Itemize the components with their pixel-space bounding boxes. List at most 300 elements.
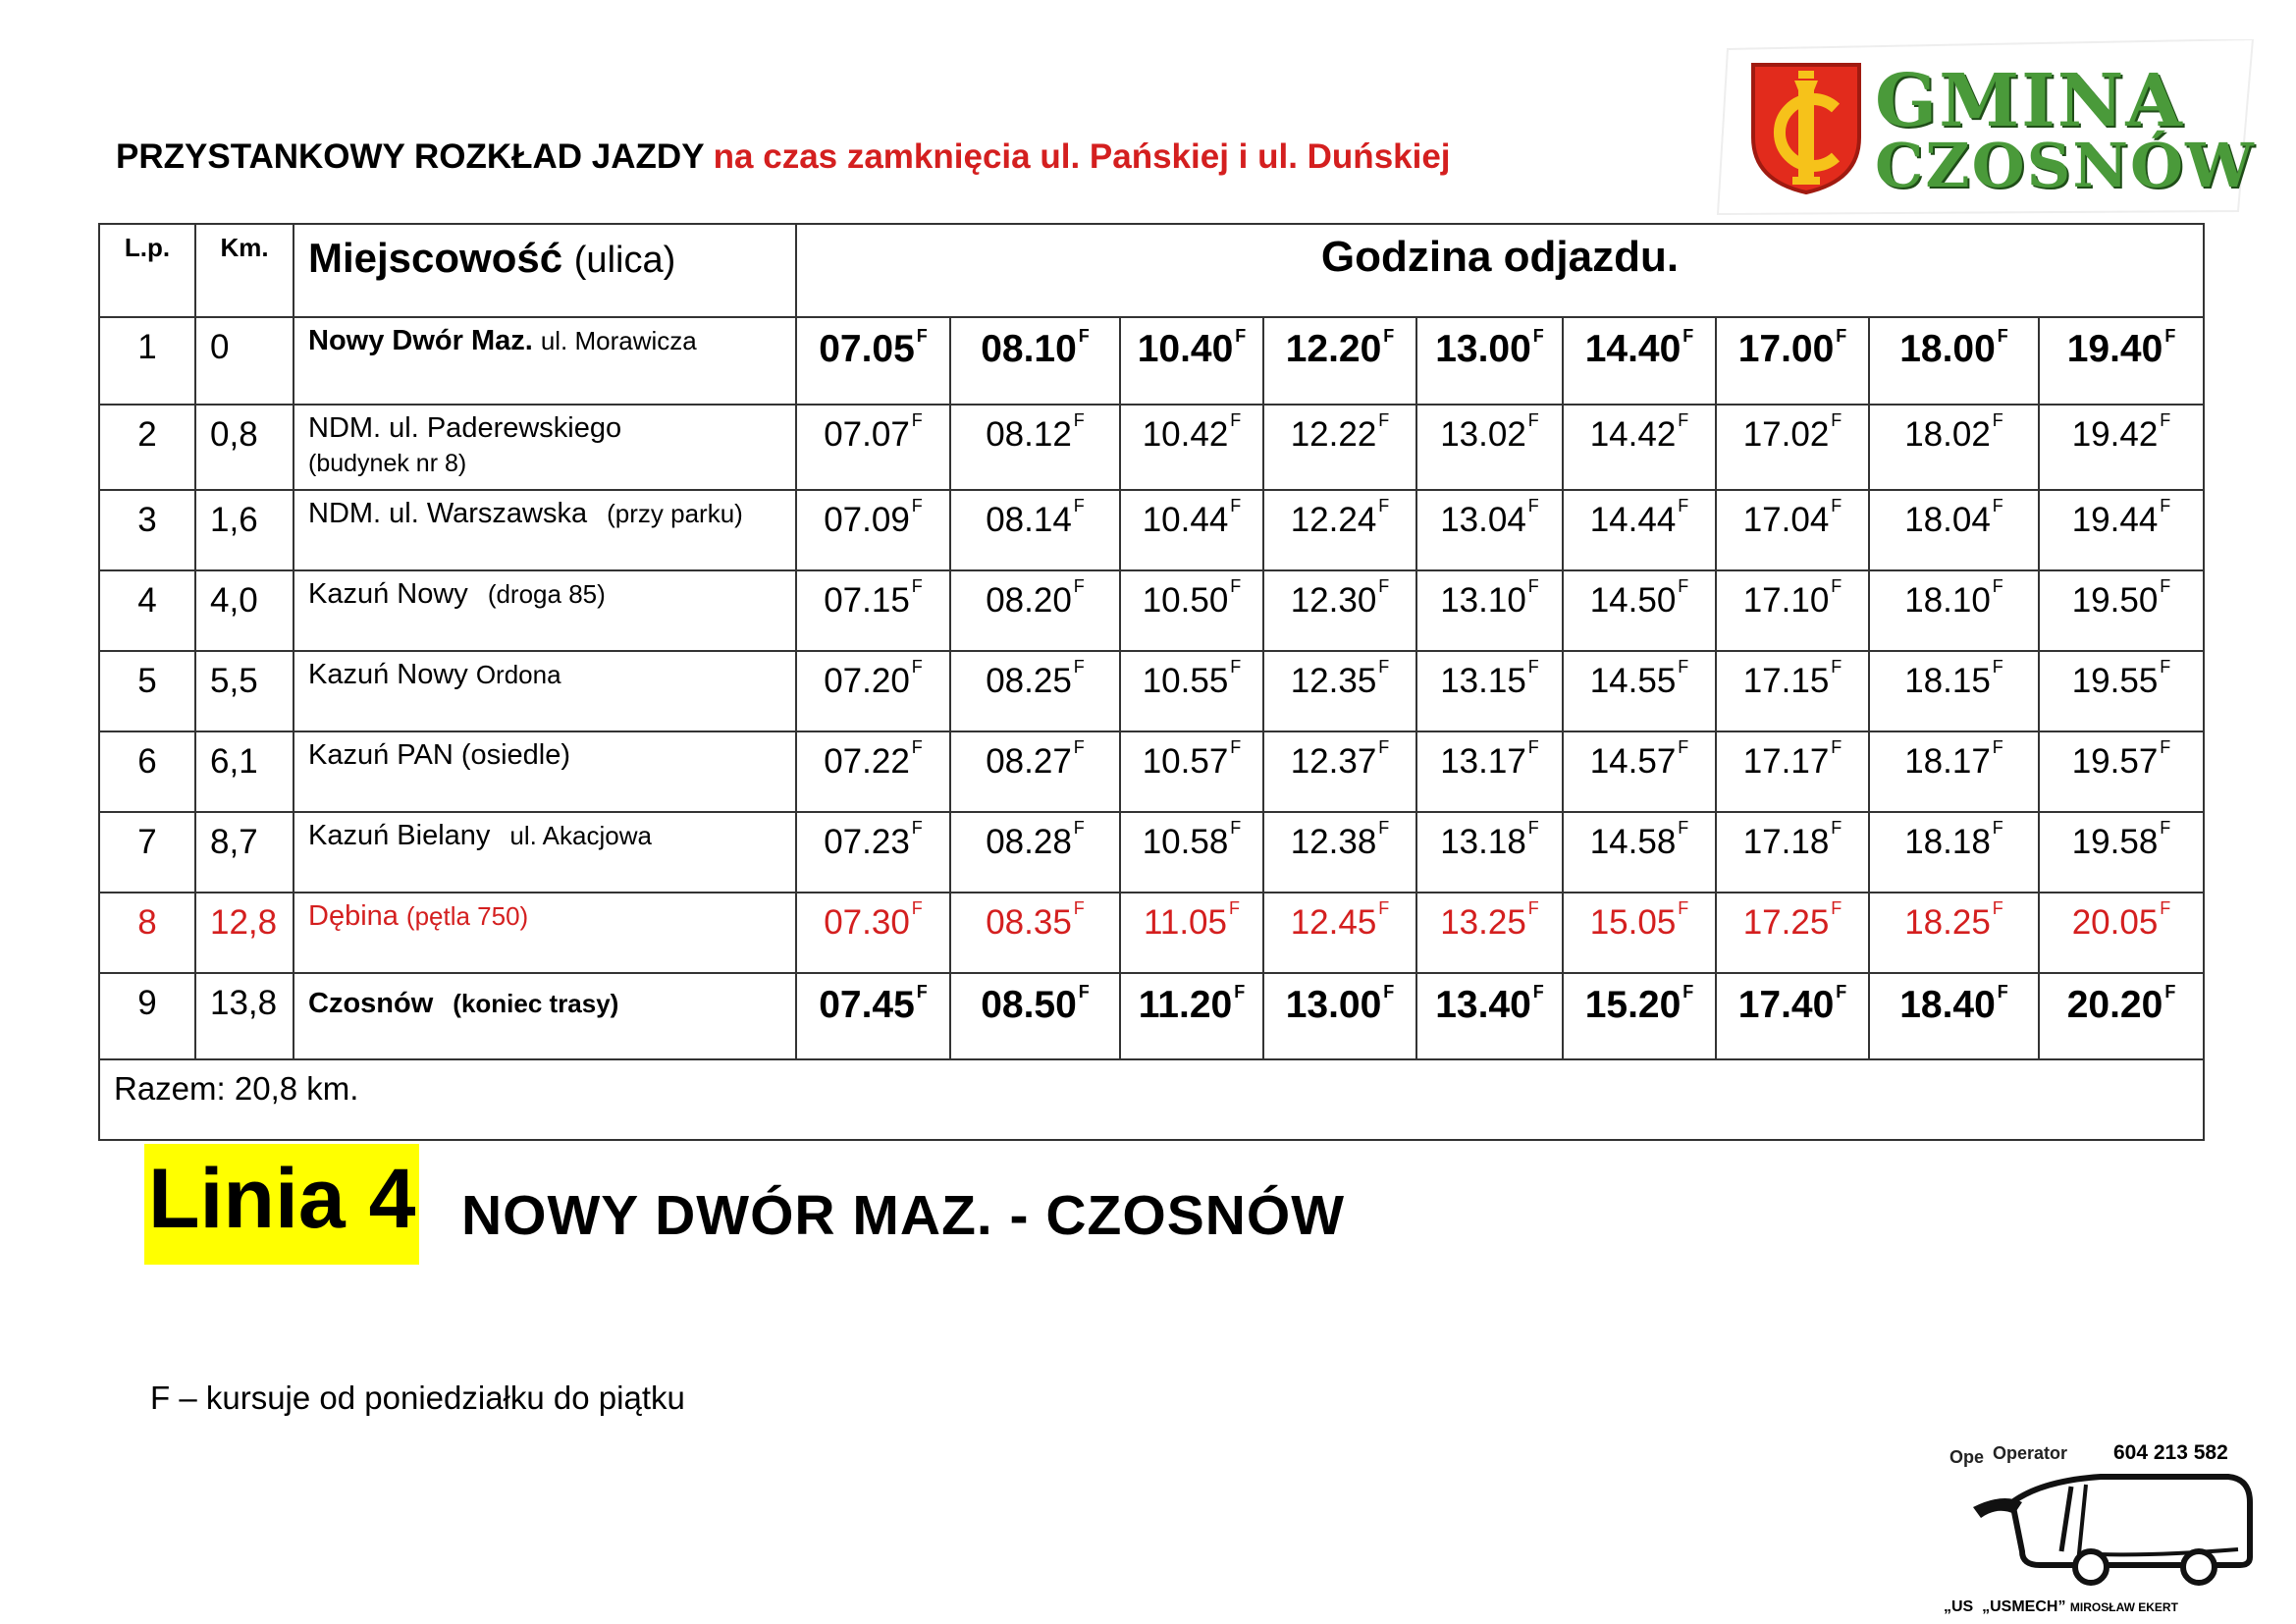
time-value: 19.42	[2071, 415, 2159, 454]
time-value: 15.05	[1589, 903, 1677, 942]
operator-brand	[1944, 1598, 2178, 1616]
cell-lp: 6	[99, 731, 195, 812]
weekday-marker: F	[916, 326, 928, 346]
weekday-marker: F	[2160, 818, 2171, 838]
cell-lp: 2	[99, 405, 195, 490]
departure-time	[1563, 893, 1716, 973]
weekday-marker: F	[1378, 737, 1390, 757]
header-lp: L.p.	[99, 224, 195, 317]
table-row	[99, 490, 2204, 570]
time-value: 13.00	[1285, 984, 1382, 1026]
place-detail: ul. Morawicza	[540, 326, 697, 355]
weekday-marker: F	[2164, 326, 2176, 346]
place-detail: Ordona	[475, 660, 561, 689]
weekday-marker: F	[1078, 982, 1090, 1001]
weekday-marker: F	[2164, 982, 2176, 1001]
weekday-marker: F	[1831, 898, 1842, 918]
weekday-marker: F	[1682, 326, 1694, 346]
heading-red: na czas zamknięcia ul. Pańskiej i ul. Duńskiej	[713, 137, 1451, 176]
weekday-marker: F	[1073, 410, 1085, 430]
departure-time	[950, 405, 1120, 490]
cell-km: 13,8	[195, 973, 294, 1059]
weekday-marker: F	[911, 898, 923, 918]
time-value: 10.42	[1142, 415, 1229, 454]
time-value: 12.20	[1285, 328, 1382, 370]
time-value: 11.05	[1144, 903, 1227, 942]
time-value: 12.37	[1290, 742, 1377, 781]
weekday-marker: F	[1378, 410, 1390, 430]
cell-lp: 5	[99, 651, 195, 731]
place-name: NDM. ul. Warszawska	[308, 498, 588, 529]
cell-km: 1,6	[195, 490, 294, 570]
weekday-marker: F	[1527, 657, 1539, 677]
departure-time	[1716, 893, 1869, 973]
line-number-badge: Linia 4	[144, 1144, 419, 1265]
cell-lp: 8	[99, 893, 195, 973]
time-value: 12.22	[1290, 415, 1377, 454]
time-value: 19.50	[2071, 581, 2159, 620]
departure-time	[796, 490, 950, 570]
time-value: 12.35	[1290, 662, 1377, 700]
departure-time	[1563, 490, 1716, 570]
cell-place	[294, 893, 796, 973]
departure-time	[1416, 405, 1563, 490]
weekday-marker: F	[911, 657, 923, 677]
operator-brand-name: „USMECH”	[1982, 1598, 2066, 1615]
weekday-marker: F	[1527, 737, 1539, 757]
departure-time	[1120, 973, 1263, 1059]
cell-place	[294, 490, 796, 570]
cell-km: 5,5	[195, 651, 294, 731]
time-value: 13.04	[1440, 501, 1526, 539]
departure-time	[1869, 490, 2039, 570]
departure-time	[1416, 973, 1563, 1059]
time-value: 10.44	[1142, 501, 1229, 539]
weekday-marker: F	[1230, 818, 1242, 838]
departure-time	[1416, 893, 1563, 973]
departure-time	[1563, 317, 1716, 405]
weekday-marker: F	[1378, 496, 1390, 515]
page-heading	[116, 137, 1451, 177]
departure-time	[1869, 570, 2039, 651]
weekday-marker: F	[1078, 326, 1090, 346]
time-value: 13.40	[1435, 984, 1531, 1026]
table-header-row	[99, 224, 2204, 317]
place-name: NDM. ul. Paderewskiego	[308, 412, 622, 444]
time-value: 07.09	[824, 501, 910, 539]
place-detail: (przy parku)	[607, 499, 743, 528]
weekday-marker: F	[1678, 496, 1689, 515]
weekday-marker: F	[1831, 818, 1842, 838]
weekday-marker: F	[1230, 576, 1242, 596]
footnote: F – kursuje od poniedziałku do piątku	[150, 1380, 685, 1416]
cell-km: 4,0	[195, 570, 294, 651]
weekday-marker: F	[1678, 657, 1689, 677]
weekday-marker: F	[1527, 410, 1539, 430]
weekday-marker: F	[1230, 496, 1242, 515]
weekday-marker: F	[1992, 576, 2003, 596]
weekday-marker: F	[1992, 410, 2003, 430]
place-name: Nowy Dwór Maz.	[308, 325, 533, 356]
place-detail: (pętla 750)	[405, 901, 529, 931]
time-value: 08.35	[986, 903, 1072, 942]
header-time: Godzina odjazdu.	[796, 224, 2204, 317]
departure-time	[796, 973, 950, 1059]
departure-time	[1716, 651, 1869, 731]
departure-time	[2039, 812, 2204, 893]
cell-place	[294, 973, 796, 1059]
departure-time	[796, 405, 950, 490]
departure-time	[1416, 317, 1563, 405]
departure-time	[1120, 893, 1263, 973]
weekday-marker: F	[2160, 410, 2171, 430]
weekday-marker: F	[2160, 898, 2171, 918]
cell-place	[294, 405, 796, 490]
departure-time	[1869, 812, 2039, 893]
cell-km: 8,7	[195, 812, 294, 893]
weekday-marker: F	[1527, 898, 1539, 918]
weekday-marker: F	[1073, 898, 1085, 918]
weekday-marker: F	[1235, 326, 1247, 346]
weekday-marker: F	[1831, 657, 1842, 677]
departure-time	[2039, 490, 2204, 570]
header-place-sub: (ulica)	[573, 240, 676, 281]
time-value: 18.15	[1904, 662, 1991, 700]
weekday-marker: F	[1836, 982, 1847, 1001]
time-value: 13.17	[1440, 742, 1526, 781]
time-value: 08.12	[986, 415, 1072, 454]
time-value: 07.22	[824, 742, 910, 781]
place-detail: (koniec trasy)	[453, 989, 619, 1018]
weekday-marker: F	[1378, 657, 1390, 677]
time-value: 13.02	[1440, 415, 1526, 454]
weekday-marker: F	[2160, 496, 2171, 515]
weekday-marker: F	[1527, 496, 1539, 515]
departure-time	[1869, 973, 2039, 1059]
departure-time	[1716, 490, 1869, 570]
weekday-marker: F	[1383, 326, 1395, 346]
weekday-marker: F	[911, 737, 923, 757]
total-row	[99, 1059, 2204, 1140]
time-value: 19.57	[2071, 742, 2159, 781]
departure-time	[1416, 490, 1563, 570]
cell-lp: 4	[99, 570, 195, 651]
bus-icon	[1963, 1463, 2258, 1591]
departure-time	[1416, 731, 1563, 812]
place-detail: ul. Akacjowa	[509, 821, 652, 850]
place-name: Kazuń Nowy	[308, 659, 468, 690]
time-value: 17.17	[1742, 742, 1830, 781]
weekday-marker: F	[911, 576, 923, 596]
departure-time	[2039, 405, 2204, 490]
time-value: 13.18	[1440, 823, 1526, 861]
time-value: 14.50	[1589, 581, 1677, 620]
departure-time	[1869, 651, 2039, 731]
weekday-marker: F	[1378, 898, 1390, 918]
cell-place	[294, 570, 796, 651]
time-value: 10.50	[1142, 581, 1229, 620]
departure-time	[1263, 893, 1416, 973]
departure-time	[950, 570, 1120, 651]
time-value: 08.14	[986, 501, 1072, 539]
time-value: 07.45	[819, 984, 915, 1026]
weekday-marker: F	[1682, 982, 1694, 1001]
weekday-marker: F	[2160, 737, 2171, 757]
weekday-marker: F	[1831, 576, 1842, 596]
cell-lp: 7	[99, 812, 195, 893]
table-row	[99, 570, 2204, 651]
time-value: 08.10	[981, 328, 1077, 370]
departure-time	[1563, 812, 1716, 893]
time-value: 12.38	[1290, 823, 1377, 861]
operator-logo	[1934, 1434, 2268, 1620]
time-value: 17.10	[1742, 581, 1830, 620]
time-value: 07.20	[824, 662, 910, 700]
table-row	[99, 731, 2204, 812]
time-value: 07.15	[824, 581, 910, 620]
operator-brand-partial: „US	[1944, 1598, 1974, 1615]
weekday-marker: F	[1378, 576, 1390, 596]
time-value: 13.00	[1435, 328, 1531, 370]
time-value: 17.15	[1742, 662, 1830, 700]
departure-time	[1563, 405, 1716, 490]
weekday-marker: F	[1831, 737, 1842, 757]
time-value: 10.57	[1142, 742, 1229, 781]
time-value: 08.27	[986, 742, 1072, 781]
time-value: 17.40	[1737, 984, 1835, 1026]
departure-time	[950, 731, 1120, 812]
cell-place	[294, 812, 796, 893]
departure-time	[950, 317, 1120, 405]
place-name: Kazuń Bielany	[308, 820, 491, 851]
header-place-main: Miejscowość	[308, 235, 563, 281]
cell-place	[294, 651, 796, 731]
place-name: Dębina	[308, 900, 399, 932]
table-row	[99, 973, 2204, 1059]
table-row	[99, 651, 2204, 731]
cell-lp: 9	[99, 973, 195, 1059]
weekday-marker: F	[911, 818, 923, 838]
departure-time	[2039, 893, 2204, 973]
departure-time	[1120, 490, 1263, 570]
departure-time	[1869, 317, 2039, 405]
table-row	[99, 405, 2204, 490]
weekday-marker: F	[1992, 657, 2003, 677]
departure-time	[1869, 731, 2039, 812]
time-value: 13.25	[1440, 903, 1526, 942]
coat-of-arms-icon	[1749, 61, 1863, 196]
weekday-marker: F	[1527, 576, 1539, 596]
time-value: 17.00	[1737, 328, 1835, 370]
cell-km: 0,8	[195, 405, 294, 490]
weekday-marker: F	[1678, 898, 1689, 918]
cell-km: 6,1	[195, 731, 294, 812]
departure-time	[796, 731, 950, 812]
header-place	[294, 224, 796, 317]
departure-time	[1716, 570, 1869, 651]
weekday-marker: F	[911, 410, 923, 430]
departure-time	[796, 893, 950, 973]
weekday-marker: F	[1997, 982, 2008, 1001]
operator-owner: MIROSŁAW EKERT	[2069, 1600, 2178, 1614]
time-value: 17.18	[1742, 823, 1830, 861]
weekday-marker: F	[1997, 326, 2008, 346]
time-value: 18.00	[1899, 328, 1996, 370]
weekday-marker: F	[916, 982, 928, 1001]
weekday-marker: F	[1073, 576, 1085, 596]
departure-time	[1263, 731, 1416, 812]
table-row	[99, 893, 2204, 973]
departure-time	[1716, 731, 1869, 812]
weekday-marker: F	[1073, 737, 1085, 757]
departure-time	[1120, 405, 1263, 490]
time-value: 11.20	[1138, 984, 1233, 1026]
weekday-marker: F	[1836, 326, 1847, 346]
departure-time	[1563, 731, 1716, 812]
departure-time	[2039, 317, 2204, 405]
departure-time	[1120, 731, 1263, 812]
time-value: 15.20	[1584, 984, 1682, 1026]
weekday-marker: F	[1073, 818, 1085, 838]
departure-time	[1120, 812, 1263, 893]
weekday-marker: F	[1678, 576, 1689, 596]
time-value: 18.25	[1904, 903, 1991, 942]
cell-place	[294, 731, 796, 812]
departure-time	[1716, 405, 1869, 490]
table-row	[99, 317, 2204, 405]
departure-time	[1563, 651, 1716, 731]
time-value: 19.58	[2071, 823, 2159, 861]
time-value: 18.18	[1904, 823, 1991, 861]
departure-time	[1120, 317, 1263, 405]
place-detail: (droga 85)	[487, 579, 606, 609]
departure-time	[1263, 490, 1416, 570]
place-detail: (budynek nr 8)	[308, 449, 467, 477]
weekday-marker: F	[1992, 496, 2003, 515]
operator-phone: 604 213 582	[2113, 1441, 2228, 1464]
weekday-marker: F	[911, 496, 923, 515]
time-value: 19.44	[2071, 501, 2159, 539]
weekday-marker: F	[1230, 737, 1242, 757]
time-value: 08.25	[986, 662, 1072, 700]
time-value: 20.20	[2066, 984, 2163, 1026]
time-value: 13.15	[1440, 662, 1526, 700]
time-value: 18.02	[1904, 415, 1991, 454]
weekday-marker: F	[1234, 982, 1246, 1001]
time-value: 10.58	[1142, 823, 1229, 861]
departure-time	[1263, 651, 1416, 731]
departure-time	[1563, 973, 1716, 1059]
departure-time	[1416, 812, 1563, 893]
weekday-marker: F	[1229, 898, 1240, 918]
weekday-marker: F	[2160, 657, 2171, 677]
departure-time	[1263, 570, 1416, 651]
departure-time	[1263, 405, 1416, 490]
weekday-marker: F	[1378, 818, 1390, 838]
cell-place	[294, 317, 796, 405]
departure-time	[950, 812, 1120, 893]
departure-time	[796, 812, 950, 893]
departure-time	[1869, 893, 2039, 973]
weekday-marker: F	[1532, 982, 1544, 1001]
header-km: Km.	[195, 224, 294, 317]
time-value: 07.05	[819, 328, 915, 370]
time-value: 14.55	[1589, 662, 1677, 700]
weekday-marker: F	[1073, 496, 1085, 515]
departure-time	[796, 651, 950, 731]
place-name: Kazuń Nowy	[308, 578, 468, 610]
departure-time	[950, 651, 1120, 731]
departure-time	[1263, 812, 1416, 893]
weekday-marker: F	[1383, 982, 1395, 1001]
departure-time	[796, 317, 950, 405]
time-value: 18.10	[1904, 581, 1991, 620]
time-value: 10.55	[1142, 662, 1229, 700]
weekday-marker: F	[1831, 496, 1842, 515]
weekday-marker: F	[1532, 326, 1544, 346]
time-value: 08.28	[986, 823, 1072, 861]
time-value: 20.05	[2071, 903, 2159, 942]
time-value: 14.42	[1589, 415, 1677, 454]
time-value: 19.40	[2066, 328, 2163, 370]
departure-time	[1263, 973, 1416, 1059]
departure-time	[2039, 651, 2204, 731]
departure-time	[2039, 973, 2204, 1059]
time-value: 07.23	[824, 823, 910, 861]
time-value: 13.10	[1440, 581, 1526, 620]
weekday-marker: F	[1230, 657, 1242, 677]
logo-text-gmina: GMINA	[1875, 59, 2184, 143]
time-value: 18.40	[1899, 984, 1996, 1026]
weekday-marker: F	[1678, 818, 1689, 838]
time-value: 14.40	[1584, 328, 1682, 370]
time-value: 12.45	[1290, 903, 1377, 942]
route-title: NOWY DWÓR MAZ. - CZOSNÓW	[461, 1184, 1346, 1247]
time-value: 12.24	[1290, 501, 1377, 539]
departure-time	[1869, 405, 2039, 490]
departure-time	[950, 893, 1120, 973]
weekday-marker: F	[1992, 898, 2003, 918]
time-value: 19.55	[2071, 662, 2159, 700]
time-value: 08.50	[981, 984, 1077, 1026]
weekday-marker: F	[2160, 576, 2171, 596]
time-value: 14.58	[1589, 823, 1677, 861]
cell-km: 0	[195, 317, 294, 405]
departure-time	[950, 973, 1120, 1059]
departure-time	[1120, 570, 1263, 651]
time-value: 07.30	[824, 903, 910, 942]
cell-lp: 1	[99, 317, 195, 405]
time-value: 07.07	[824, 415, 910, 454]
cell-km: 12,8	[195, 893, 294, 973]
weekday-marker: F	[1831, 410, 1842, 430]
table-row	[99, 812, 2204, 893]
time-value: 18.17	[1904, 742, 1991, 781]
operator-label-partial: Ope	[1949, 1447, 1985, 1467]
weekday-marker: F	[1678, 410, 1689, 430]
weekday-marker: F	[1230, 410, 1242, 430]
weekday-marker: F	[1527, 818, 1539, 838]
time-value: 18.04	[1904, 501, 1991, 539]
place-name: Kazuń PAN (osiedle)	[308, 739, 571, 771]
weekday-marker: F	[1073, 657, 1085, 677]
weekday-marker: F	[1678, 737, 1689, 757]
departure-time	[1416, 570, 1563, 651]
departure-time	[796, 570, 950, 651]
time-value: 08.20	[986, 581, 1072, 620]
departure-time	[1120, 651, 1263, 731]
time-value: 17.25	[1742, 903, 1830, 942]
